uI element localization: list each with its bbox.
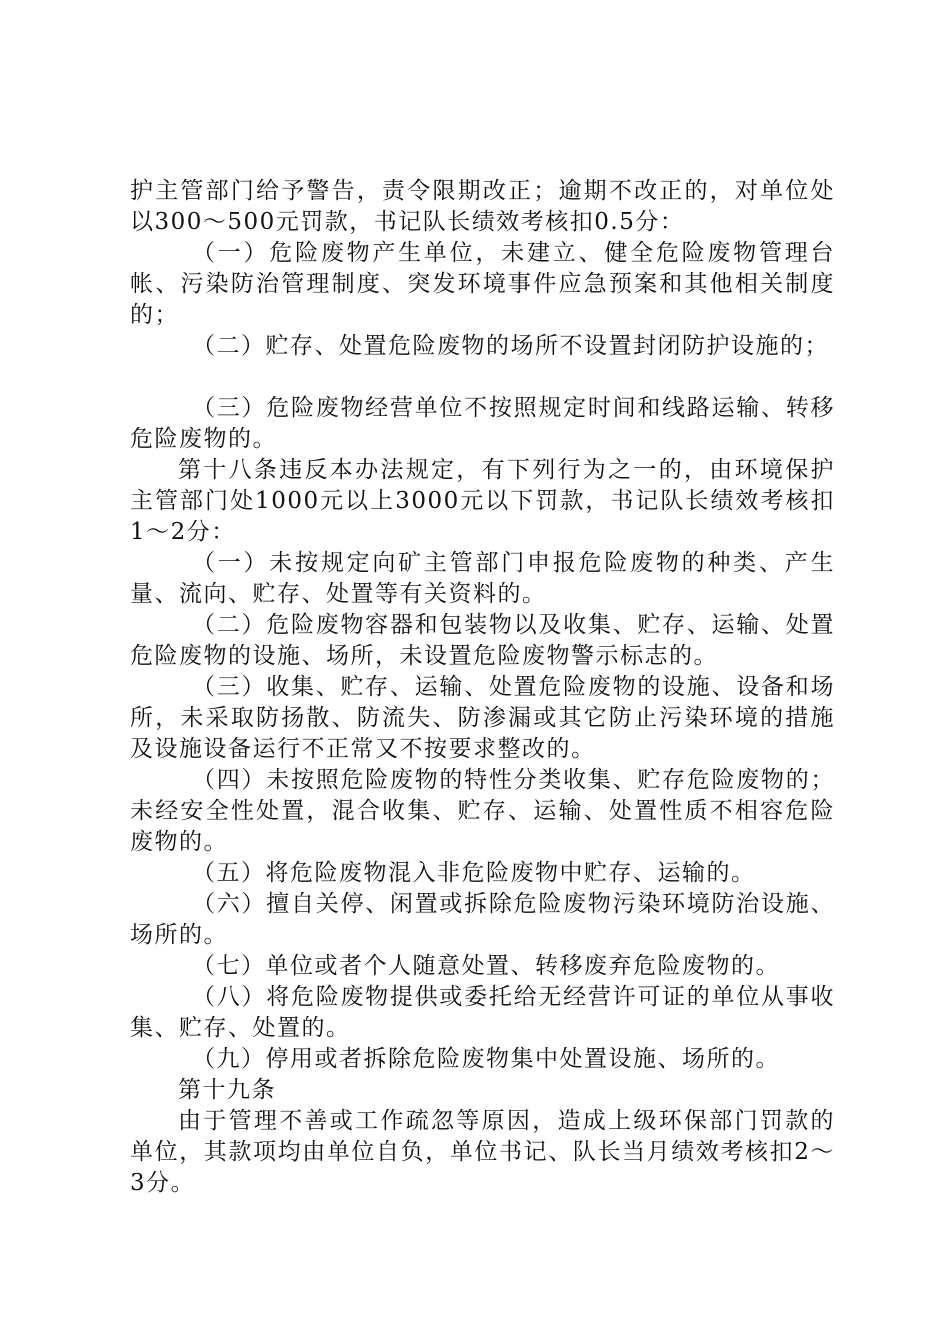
item-3: （三）危险废物经营单位不按照规定时间和线路运输、转移危险废物的。 [130,395,835,452]
article-18-item-7: （七）单位或者个人随意处置、转移废弃危险废物的。 [192,953,780,979]
item-2: （二）贮存、处置危险废物的场所不设置封闭防护设施的； [192,333,829,359]
document-body [130,176,835,1199]
article-19-heading: 第十九条 [178,1077,276,1103]
item-1: （一）危险废物产生单位，未建立、健全危险废物管理台帐、污染防治管理制度、突发环境事件应急预案和其他相关制度的； [130,240,835,328]
paragraph-continuation: 护主管部门给予警告，责令限期改正；逾期不改正的，对单位处以300～500元罚款，书记队长绩效考核扣0.5分： [130,178,835,235]
article-18-item-8: （八）将危险废物提供或委托给无经营许可证的单位从事收集、贮存、处置的。 [130,984,835,1041]
blank-line [130,362,835,393]
article-18-item-9: （九）停用或者拆除危险废物集中处置设施、场所的。 [192,1046,780,1072]
article-18-item-5: （五）将危险废物混入非危险废物中贮存、运输的。 [192,860,756,886]
article-18-item-1: （一）未按规定向矿主管部门申报危险废物的种类、产生量、流向、贮存、处置等有关资料的。 [130,550,835,607]
article-18-item-2: （二）危险废物容器和包装物以及收集、贮存、运输、处置危险废物的设施、场所，未设置危险废物警示标志的。 [130,612,835,669]
article-18-item-4: （四）未按照危险废物的特性分类收集、贮存危险废物的；未经安全性处置，混合收集、贮存、运输、处置性质不相容危险废物的。 [130,767,835,855]
article-18: 第十八条违反本办法规定，有下列行为之一的，由环境保护主管部门处1000元以上3000元以下罚款，书记队长绩效考核扣1～2分： [130,457,835,545]
article-19-body: 由于管理不善或工作疏忽等原因，造成上级环保部门罚款的单位，其款项均由单位自负，单位书记、队长当月绩效考核扣2～3分。 [130,1108,835,1196]
article-18-item-6: （六）擅自关停、闲置或拆除危险废物污染环境防治设施、场所的。 [130,891,835,948]
article-18-item-3: （三）收集、贮存、运输、处置危险废物的设施、设备和场所，未采取防扬散、防流失、防渗漏或其它防止污染环境的措施及设施设备运行不正常又不按要求整改的。 [130,674,835,762]
